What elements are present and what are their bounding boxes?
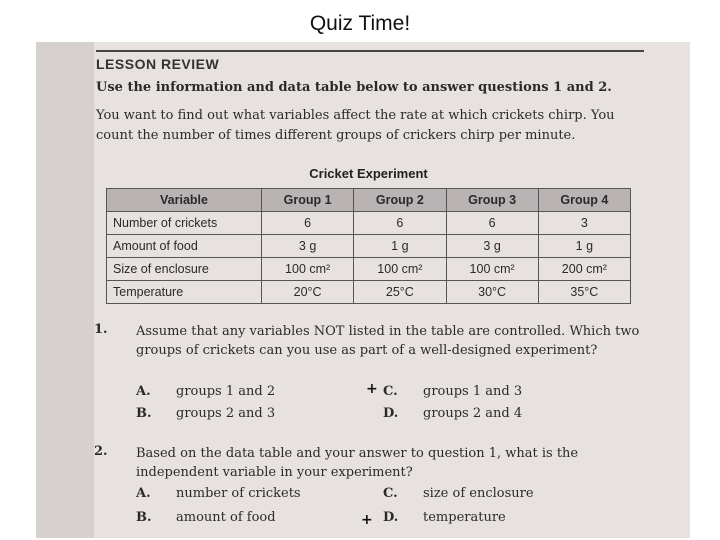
table-row (107, 281, 631, 304)
table-row (107, 258, 631, 281)
table-cell: 1 g (538, 235, 630, 258)
choice-letter: C. (383, 486, 398, 501)
table-cell: 100 cm² (262, 258, 354, 281)
answer-marker-q1: + (366, 381, 378, 397)
choice-letter: A. (136, 486, 151, 501)
question-text: Assume that any variables NOT listed in the table are controlled. Which two groups of crickets can you use as part of a well-designed experiment? (136, 324, 640, 358)
choice-letter: D. (383, 510, 399, 525)
table-cell: 3 g (262, 235, 354, 258)
choice-text: temperature (423, 510, 506, 525)
table-cell: 1 g (354, 235, 446, 258)
row-label: Number of crickets (107, 212, 262, 235)
column-header: Group 4 (538, 189, 630, 212)
choice-text: size of enclosure (423, 486, 534, 501)
scanned-page (36, 42, 690, 538)
answer-marker-q2: + (361, 512, 373, 528)
choice-letter: C. (383, 384, 398, 399)
question-text: Based on the data table and your answer to question 1, what is the independent variable in your experiment? (136, 446, 579, 480)
table-title: Cricket Experiment (309, 166, 428, 181)
column-header: Variable (107, 189, 262, 212)
table-header-row (107, 189, 631, 212)
row-label: Temperature (107, 281, 262, 304)
choice-text: groups 1 and 3 (423, 384, 523, 399)
table-cell: 20°C (262, 281, 354, 304)
choice-text: number of crickets (176, 486, 301, 501)
column-header: Group 2 (354, 189, 446, 212)
table-row (107, 235, 631, 258)
row-label: Size of enclosure (107, 258, 262, 281)
table-cell: 100 cm² (446, 258, 538, 281)
slide-title: Quiz Time! (309, 12, 411, 35)
table-cell: 6 (354, 212, 446, 235)
choice-text: groups 2 and 3 (176, 406, 276, 421)
table-cell: 200 cm² (538, 258, 630, 281)
choice-text: amount of food (176, 510, 276, 525)
row-label: Amount of food (107, 235, 262, 258)
table-cell: 6 (446, 212, 538, 235)
choice-text: groups 1 and 2 (176, 384, 276, 399)
table-cell: 35°C (538, 281, 630, 304)
table-cell: 100 cm² (354, 258, 446, 281)
choice-letter: D. (383, 406, 399, 421)
table-cell: 3 (538, 212, 630, 235)
heading-rule (96, 50, 644, 52)
cricket-data-table (106, 188, 631, 304)
instruction-text: Use the information and data table below to answer questions 1 and 2. (96, 80, 612, 95)
choice-letter: A. (136, 384, 151, 399)
lesson-review-heading: LESSON REVIEW (96, 56, 220, 72)
question-number: 1. (94, 322, 108, 337)
table-cell: 6 (262, 212, 354, 235)
table-cell: 3 g (446, 235, 538, 258)
table-cell: 25°C (354, 281, 446, 304)
page-edge-shadow (36, 42, 94, 538)
choice-letter: B. (136, 510, 152, 525)
table-cell: 30°C (446, 281, 538, 304)
table-row (107, 212, 631, 235)
choice-text: groups 2 and 4 (423, 406, 523, 421)
intro-paragraph: You want to find out what variables affect the rate at which crickets chirp. You count the number of times different groups of crickers chirp per minute. (96, 108, 615, 143)
column-header: Group 1 (262, 189, 354, 212)
choice-letter: B. (136, 406, 152, 421)
question-number: 2. (94, 444, 108, 459)
column-header: Group 3 (446, 189, 538, 212)
